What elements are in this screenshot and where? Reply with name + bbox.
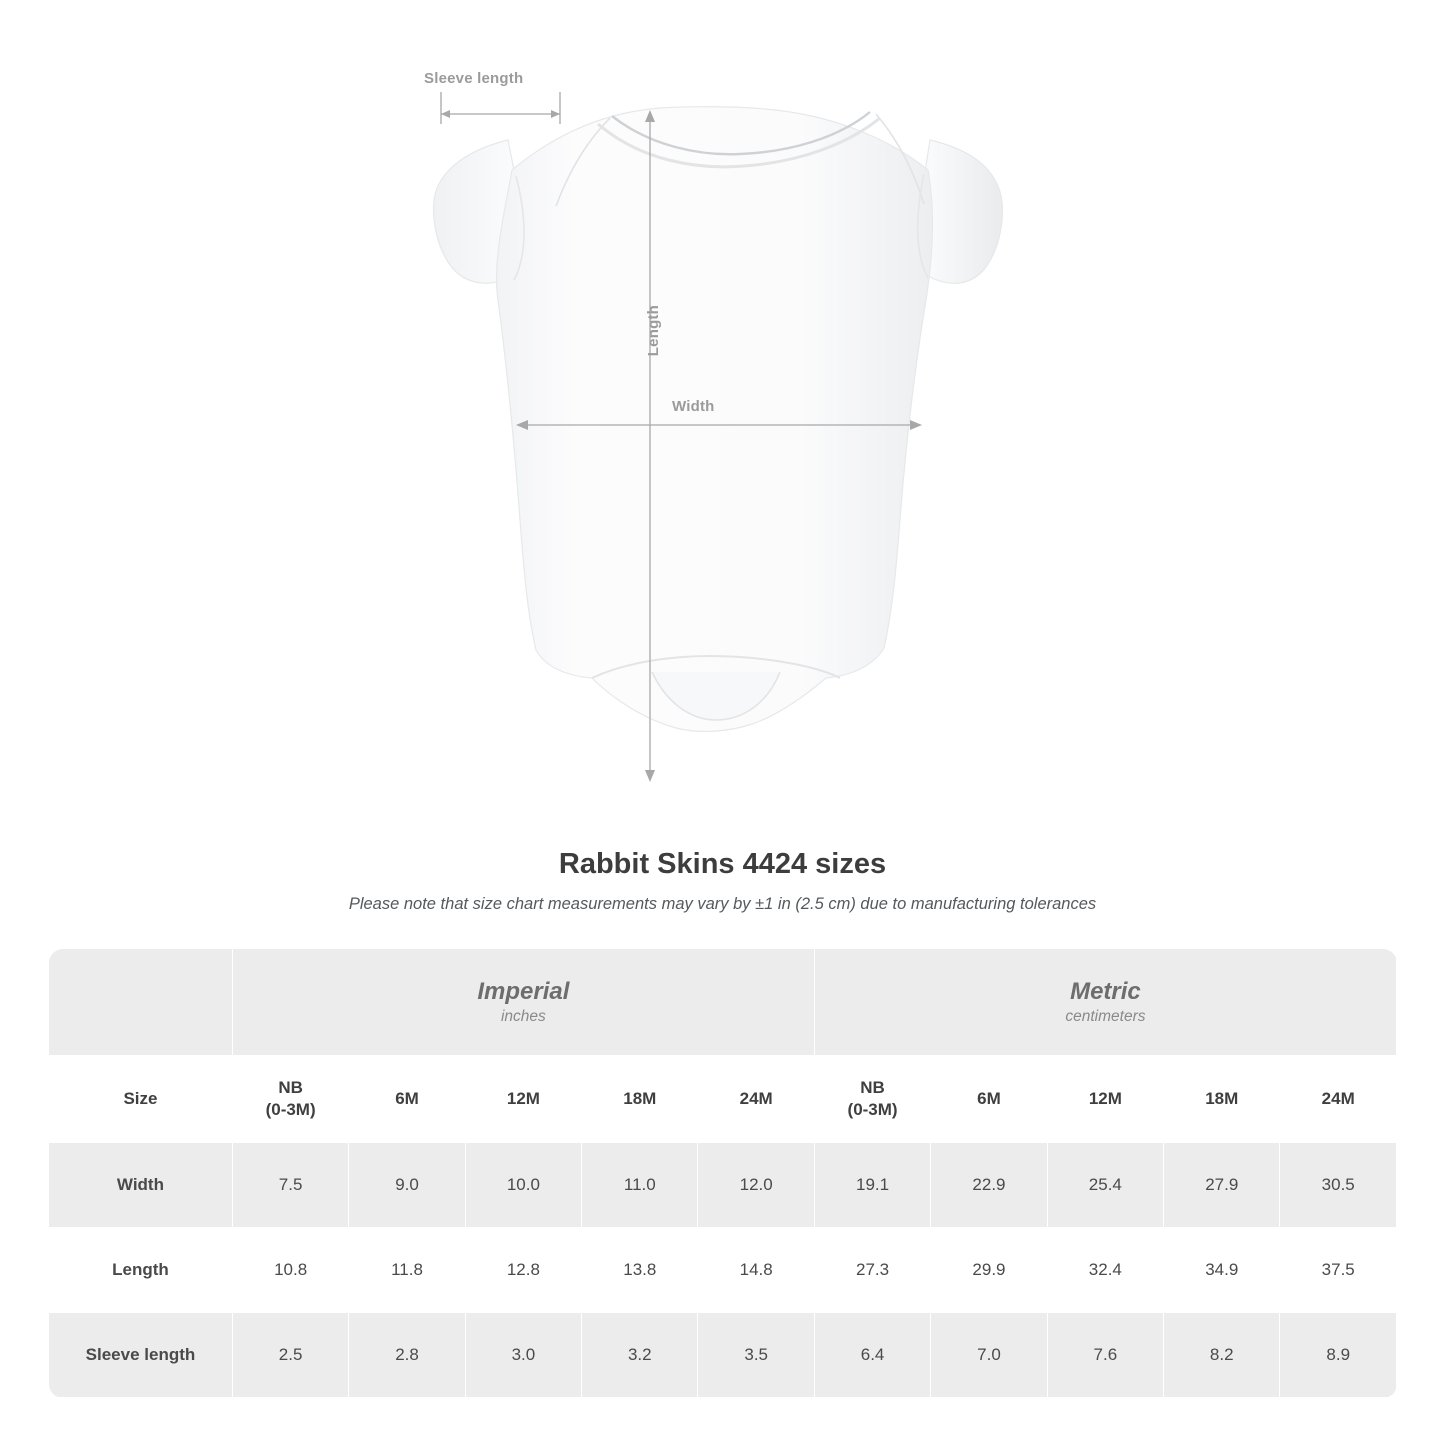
column-header-6m-metric: 6M — [931, 1056, 1047, 1143]
cell-sleeve-18m-cm: 8.2 — [1164, 1313, 1280, 1398]
unit-group-imperial-sub: inches — [500, 1008, 546, 1026]
cell-width-nb-cm: 19.1 — [814, 1143, 930, 1228]
cell-length-18m-in: 13.8 — [582, 1228, 698, 1313]
size-header-corner-label: Size — [49, 1056, 233, 1143]
length-label: Length — [645, 305, 662, 357]
cell-sleeve-24m-in: 3.5 — [698, 1313, 814, 1398]
column-header-nb-imperial — [232, 1056, 348, 1143]
size-header-row — [49, 1056, 1397, 1143]
cell-length-nb-cm: 27.3 — [814, 1228, 930, 1313]
sleeve-dimension-line — [441, 92, 560, 124]
row-label-sleeve-length: Sleeve length — [49, 1313, 233, 1398]
cell-sleeve-12m-cm: 7.6 — [1047, 1313, 1163, 1398]
cell-sleeve-24m-cm: 8.9 — [1280, 1313, 1397, 1398]
column-header-line1: NB — [860, 1077, 885, 1097]
column-header-6m-imperial: 6M — [349, 1056, 465, 1143]
cell-length-6m-cm: 29.9 — [931, 1228, 1047, 1313]
cell-sleeve-18m-in: 3.2 — [582, 1313, 698, 1398]
cell-length-6m-in: 11.8 — [349, 1228, 465, 1313]
width-label: Width — [672, 398, 715, 415]
size-chart-table-wrapper — [48, 948, 1397, 1398]
cell-length-nb-in: 10.8 — [232, 1228, 348, 1313]
size-chart-table — [48, 948, 1397, 1398]
column-header-24m-imperial: 24M — [698, 1056, 814, 1143]
unit-group-metric-name: Metric — [1070, 977, 1141, 1005]
column-header-nb-metric — [814, 1056, 930, 1143]
cell-width-12m-cm: 25.4 — [1047, 1143, 1163, 1228]
row-label-width: Width — [49, 1143, 233, 1228]
tolerance-note: Please note that size chart measurements may vary by ±1 in (2.5 cm) due to manufacturing tolerances — [348, 895, 1097, 913]
cell-width-nb-in: 7.5 — [232, 1143, 348, 1228]
cell-length-24m-cm: 37.5 — [1280, 1228, 1397, 1313]
cell-sleeve-nb-in: 2.5 — [232, 1313, 348, 1398]
cell-sleeve-12m-in: 3.0 — [465, 1313, 581, 1398]
title-block — [0, 848, 1445, 914]
cell-length-12m-cm: 32.4 — [1047, 1228, 1163, 1313]
row-label-length: Length — [49, 1228, 233, 1313]
cell-sleeve-nb-cm: 6.4 — [814, 1313, 930, 1398]
column-header-12m-metric: 12M — [1047, 1056, 1163, 1143]
cell-width-18m-cm: 27.9 — [1164, 1143, 1280, 1228]
cell-width-6m-cm: 22.9 — [931, 1143, 1047, 1228]
cell-width-24m-in: 12.0 — [698, 1143, 814, 1228]
page-title: Rabbit Skins 4424 sizes — [558, 848, 887, 880]
cell-width-18m-in: 11.0 — [582, 1143, 698, 1228]
column-header-24m-metric: 24M — [1280, 1056, 1397, 1143]
cell-width-24m-cm: 30.5 — [1280, 1143, 1397, 1228]
table-row — [49, 1143, 1397, 1228]
unit-header-row — [49, 949, 1397, 1056]
unit-group-metric — [814, 949, 1396, 1056]
column-header-line1: NB — [278, 1077, 303, 1097]
unit-group-imperial — [232, 949, 814, 1056]
cell-length-18m-cm: 34.9 — [1164, 1228, 1280, 1313]
sleeve-length-label: Sleeve length — [424, 70, 524, 87]
column-header-line2: (0-3M) — [847, 1100, 898, 1119]
unit-group-imperial-name: Imperial — [477, 977, 570, 1005]
cell-width-12m-in: 10.0 — [465, 1143, 581, 1228]
cell-length-12m-in: 12.8 — [465, 1228, 581, 1313]
bodysuit-body — [497, 107, 933, 732]
column-header-18m-imperial: 18M — [582, 1056, 698, 1143]
table-row — [49, 1228, 1397, 1313]
cell-width-6m-in: 9.0 — [349, 1143, 465, 1228]
right-sleeve — [921, 140, 1003, 283]
unit-group-metric-sub: centimeters — [1065, 1008, 1146, 1026]
cell-length-24m-in: 14.8 — [698, 1228, 814, 1313]
table-row — [49, 1313, 1397, 1398]
cell-sleeve-6m-in: 2.8 — [349, 1313, 465, 1398]
column-header-line2: (0-3M) — [265, 1100, 316, 1119]
cell-sleeve-6m-cm: 7.0 — [931, 1313, 1047, 1398]
column-header-12m-imperial: 12M — [465, 1056, 581, 1143]
unit-header-corner — [49, 949, 233, 1056]
column-header-18m-metric: 18M — [1164, 1056, 1280, 1143]
